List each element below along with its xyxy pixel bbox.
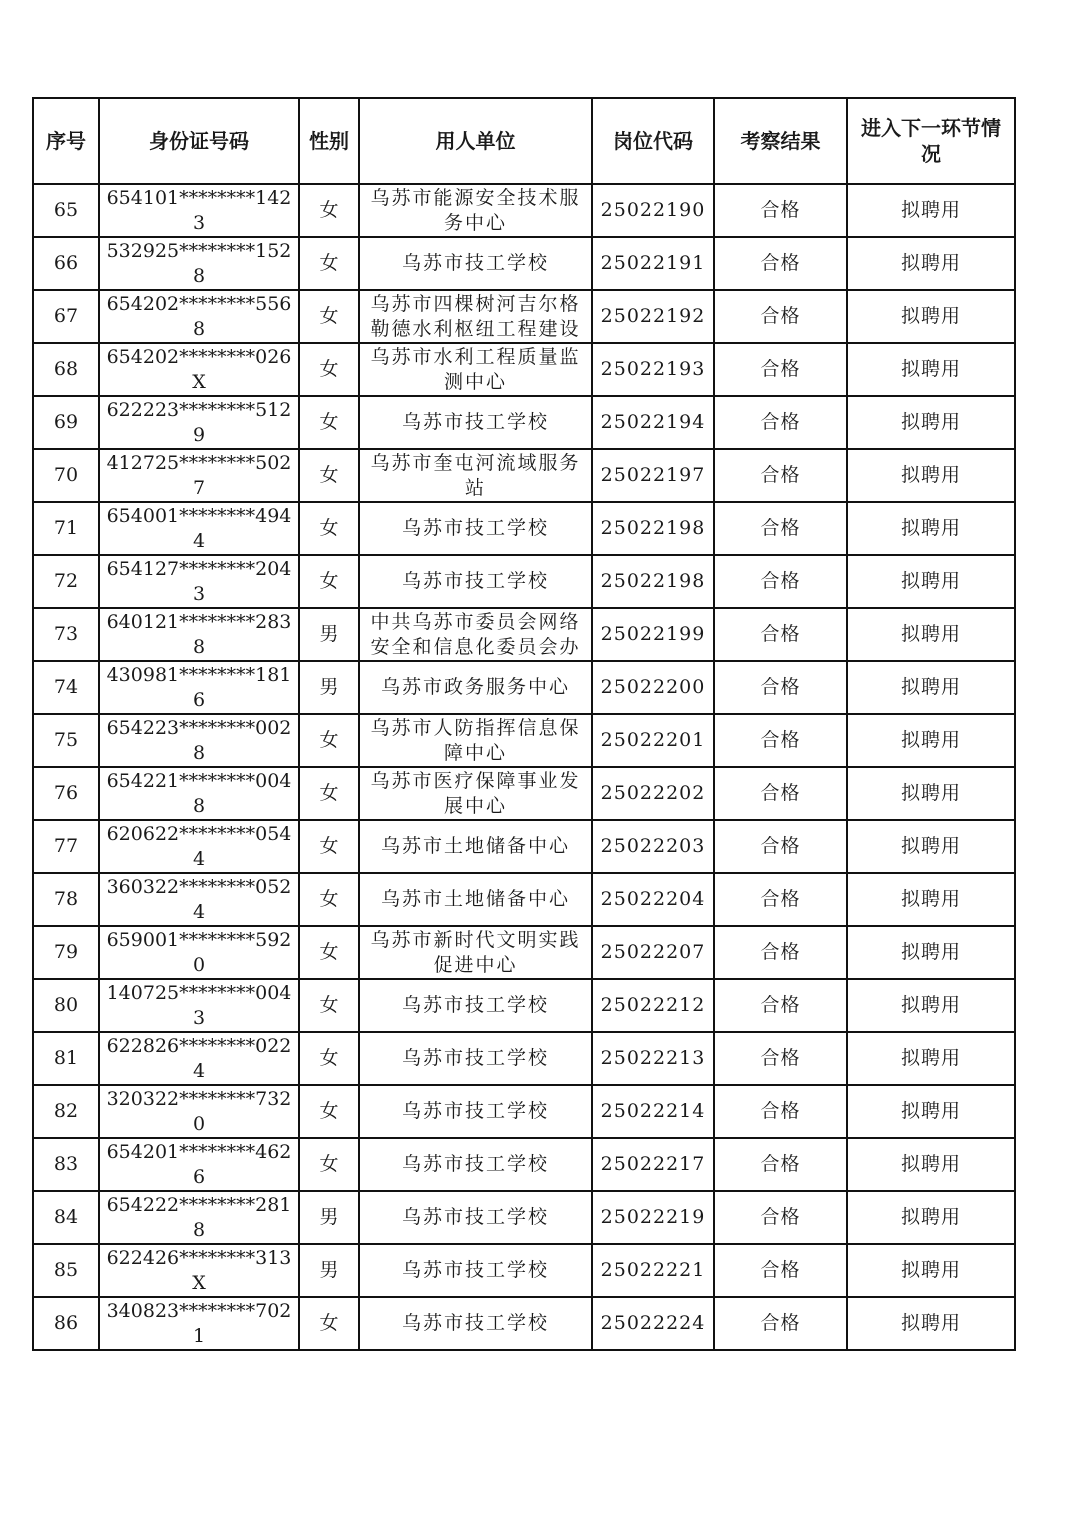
next-step-status: 拟聘用 <box>847 1244 1015 1297</box>
employer-unit: 乌苏市技工学校 <box>359 396 592 449</box>
id-number: 532925********1528 <box>99 237 299 290</box>
employer-unit: 乌苏市技工学校 <box>359 1297 592 1350</box>
id-number: 654202********5568 <box>99 290 299 343</box>
table-row <box>33 502 1015 555</box>
row-number: 71 <box>33 502 99 555</box>
position-code: 25022214 <box>592 1085 714 1138</box>
gender: 女 <box>299 449 359 502</box>
gender: 女 <box>299 1138 359 1191</box>
next-step-status: 拟聘用 <box>847 290 1015 343</box>
inspection-result: 合格 <box>714 767 847 820</box>
id-number: 622426********313X <box>99 1244 299 1297</box>
position-code: 25022191 <box>592 237 714 290</box>
employer-unit: 中共乌苏市委员会网络安全和信息化委员会办 <box>359 608 592 661</box>
employer-unit: 乌苏市技工学校 <box>359 502 592 555</box>
row-number: 85 <box>33 1244 99 1297</box>
next-step-status: 拟聘用 <box>847 502 1015 555</box>
next-step-status: 拟聘用 <box>847 449 1015 502</box>
gender: 男 <box>299 1191 359 1244</box>
gender: 男 <box>299 608 359 661</box>
row-number: 76 <box>33 767 99 820</box>
employer-unit: 乌苏市技工学校 <box>359 979 592 1032</box>
header-result: 考察结果 <box>714 98 847 184</box>
next-step-status: 拟聘用 <box>847 714 1015 767</box>
id-number: 320322********7320 <box>99 1085 299 1138</box>
row-number: 73 <box>33 608 99 661</box>
position-code: 25022201 <box>592 714 714 767</box>
id-number: 412725********5027 <box>99 449 299 502</box>
table-row <box>33 1191 1015 1244</box>
next-step-status: 拟聘用 <box>847 396 1015 449</box>
inspection-result: 合格 <box>714 661 847 714</box>
table-row <box>33 184 1015 237</box>
header-id: 身份证号码 <box>99 98 299 184</box>
gender: 女 <box>299 184 359 237</box>
gender: 女 <box>299 767 359 820</box>
gender: 女 <box>299 290 359 343</box>
id-number: 654221********0048 <box>99 767 299 820</box>
id-number: 654202********026X <box>99 343 299 396</box>
position-code: 25022197 <box>592 449 714 502</box>
inspection-result: 合格 <box>714 1032 847 1085</box>
table-row <box>33 714 1015 767</box>
next-step-status: 拟聘用 <box>847 184 1015 237</box>
row-number: 86 <box>33 1297 99 1350</box>
row-number: 80 <box>33 979 99 1032</box>
row-number: 69 <box>33 396 99 449</box>
table-row <box>33 820 1015 873</box>
table-row <box>33 396 1015 449</box>
row-number: 81 <box>33 1032 99 1085</box>
position-code: 25022193 <box>592 343 714 396</box>
next-step-status: 拟聘用 <box>847 343 1015 396</box>
gender: 女 <box>299 502 359 555</box>
row-number: 79 <box>33 926 99 979</box>
employer-unit: 乌苏市技工学校 <box>359 237 592 290</box>
inspection-result: 合格 <box>714 184 847 237</box>
gender: 女 <box>299 343 359 396</box>
id-number: 620622********0544 <box>99 820 299 873</box>
id-number: 622826********0224 <box>99 1032 299 1085</box>
row-number: 65 <box>33 184 99 237</box>
row-number: 83 <box>33 1138 99 1191</box>
next-step-status: 拟聘用 <box>847 873 1015 926</box>
table-row <box>33 1138 1015 1191</box>
table-row <box>33 343 1015 396</box>
id-number: 654001********4944 <box>99 502 299 555</box>
inspection-result: 合格 <box>714 396 847 449</box>
next-step-status: 拟聘用 <box>847 608 1015 661</box>
next-step-status: 拟聘用 <box>847 767 1015 820</box>
inspection-result: 合格 <box>714 608 847 661</box>
gender: 女 <box>299 237 359 290</box>
inspection-result: 合格 <box>714 237 847 290</box>
row-number: 67 <box>33 290 99 343</box>
table-row <box>33 661 1015 714</box>
employer-unit: 乌苏市土地储备中心 <box>359 873 592 926</box>
next-step-status: 拟聘用 <box>847 661 1015 714</box>
employer-unit: 乌苏市技工学校 <box>359 1138 592 1191</box>
position-code: 25022198 <box>592 555 714 608</box>
next-step-status: 拟聘用 <box>847 1191 1015 1244</box>
employer-unit: 乌苏市技工学校 <box>359 1032 592 1085</box>
employer-unit: 乌苏市医疗保障事业发展中心 <box>359 767 592 820</box>
row-number: 70 <box>33 449 99 502</box>
row-number: 77 <box>33 820 99 873</box>
header-gender: 性别 <box>299 98 359 184</box>
position-code: 25022198 <box>592 502 714 555</box>
table-row <box>33 767 1015 820</box>
id-number: 622223********5129 <box>99 396 299 449</box>
row-number: 75 <box>33 714 99 767</box>
gender: 女 <box>299 926 359 979</box>
id-number: 430981********1816 <box>99 661 299 714</box>
inspection-result: 合格 <box>714 449 847 502</box>
header-row <box>33 98 1015 184</box>
position-code: 25022202 <box>592 767 714 820</box>
header-unit: 用人单位 <box>359 98 592 184</box>
employer-unit: 乌苏市技工学校 <box>359 1244 592 1297</box>
position-code: 25022190 <box>592 184 714 237</box>
employer-unit: 乌苏市政务服务中心 <box>359 661 592 714</box>
row-number: 82 <box>33 1085 99 1138</box>
row-number: 74 <box>33 661 99 714</box>
position-code: 25022200 <box>592 661 714 714</box>
inspection-result: 合格 <box>714 926 847 979</box>
inspection-result: 合格 <box>714 873 847 926</box>
position-code: 25022207 <box>592 926 714 979</box>
position-code: 25022203 <box>592 820 714 873</box>
gender: 女 <box>299 820 359 873</box>
position-code: 25022224 <box>592 1297 714 1350</box>
id-number: 140725********0043 <box>99 979 299 1032</box>
next-step-status: 拟聘用 <box>847 1085 1015 1138</box>
row-number: 72 <box>33 555 99 608</box>
row-number: 68 <box>33 343 99 396</box>
employer-unit: 乌苏市人防指挥信息保障中心 <box>359 714 592 767</box>
inspection-result: 合格 <box>714 1244 847 1297</box>
id-number: 654201********4626 <box>99 1138 299 1191</box>
position-code: 25022217 <box>592 1138 714 1191</box>
inspection-result: 合格 <box>714 979 847 1032</box>
row-number: 84 <box>33 1191 99 1244</box>
inspection-result: 合格 <box>714 1297 847 1350</box>
gender: 女 <box>299 1032 359 1085</box>
table-row <box>33 1297 1015 1350</box>
gender: 女 <box>299 714 359 767</box>
inspection-result: 合格 <box>714 290 847 343</box>
row-number: 78 <box>33 873 99 926</box>
header-next: 进入下一环节情况 <box>847 98 1015 184</box>
header-no: 序号 <box>33 98 99 184</box>
next-step-status: 拟聘用 <box>847 820 1015 873</box>
employer-unit: 乌苏市土地储备中心 <box>359 820 592 873</box>
table-row <box>33 979 1015 1032</box>
position-code: 25022204 <box>592 873 714 926</box>
table-row <box>33 237 1015 290</box>
row-number: 66 <box>33 237 99 290</box>
next-step-status: 拟聘用 <box>847 555 1015 608</box>
position-code: 25022213 <box>592 1032 714 1085</box>
table-row <box>33 1244 1015 1297</box>
position-code: 25022192 <box>592 290 714 343</box>
inspection-result: 合格 <box>714 1085 847 1138</box>
id-number: 654223********0028 <box>99 714 299 767</box>
position-code: 25022212 <box>592 979 714 1032</box>
table-row <box>33 555 1015 608</box>
employer-unit: 乌苏市技工学校 <box>359 1085 592 1138</box>
position-code: 25022219 <box>592 1191 714 1244</box>
next-step-status: 拟聘用 <box>847 237 1015 290</box>
table-row <box>33 449 1015 502</box>
next-step-status: 拟聘用 <box>847 979 1015 1032</box>
candidate-table <box>32 97 1016 1351</box>
id-number: 654101********1423 <box>99 184 299 237</box>
gender: 女 <box>299 1085 359 1138</box>
table-body <box>33 184 1015 1350</box>
next-step-status: 拟聘用 <box>847 1297 1015 1350</box>
inspection-result: 合格 <box>714 502 847 555</box>
id-number: 659001********5920 <box>99 926 299 979</box>
employer-unit: 乌苏市能源安全技术服务中心 <box>359 184 592 237</box>
gender: 女 <box>299 396 359 449</box>
next-step-status: 拟聘用 <box>847 1032 1015 1085</box>
id-number: 340823********7021 <box>99 1297 299 1350</box>
gender: 女 <box>299 1297 359 1350</box>
employer-unit: 乌苏市新时代文明实践促进中心 <box>359 926 592 979</box>
inspection-result: 合格 <box>714 343 847 396</box>
employer-unit: 乌苏市技工学校 <box>359 555 592 608</box>
inspection-result: 合格 <box>714 714 847 767</box>
id-number: 640121********2838 <box>99 608 299 661</box>
table-row <box>33 608 1015 661</box>
id-number: 654222********2818 <box>99 1191 299 1244</box>
next-step-status: 拟聘用 <box>847 926 1015 979</box>
inspection-result: 合格 <box>714 820 847 873</box>
position-code: 25022194 <box>592 396 714 449</box>
inspection-result: 合格 <box>714 1138 847 1191</box>
gender: 女 <box>299 873 359 926</box>
table-row <box>33 290 1015 343</box>
position-code: 25022199 <box>592 608 714 661</box>
employer-unit: 乌苏市水利工程质量监测中心 <box>359 343 592 396</box>
inspection-result: 合格 <box>714 1191 847 1244</box>
table-row <box>33 873 1015 926</box>
id-number: 360322********0524 <box>99 873 299 926</box>
gender: 男 <box>299 1244 359 1297</box>
employer-unit: 乌苏市奎屯河流域服务站 <box>359 449 592 502</box>
employer-unit: 乌苏市技工学校 <box>359 1191 592 1244</box>
inspection-result: 合格 <box>714 555 847 608</box>
gender: 女 <box>299 555 359 608</box>
next-step-status: 拟聘用 <box>847 1138 1015 1191</box>
gender: 男 <box>299 661 359 714</box>
table-row <box>33 1032 1015 1085</box>
employer-unit: 乌苏市四棵树河吉尔格勒德水利枢纽工程建设 <box>359 290 592 343</box>
gender: 女 <box>299 979 359 1032</box>
table-row <box>33 1085 1015 1138</box>
table-row <box>33 926 1015 979</box>
position-code: 25022221 <box>592 1244 714 1297</box>
header-code: 岗位代码 <box>592 98 714 184</box>
id-number: 654127********2043 <box>99 555 299 608</box>
